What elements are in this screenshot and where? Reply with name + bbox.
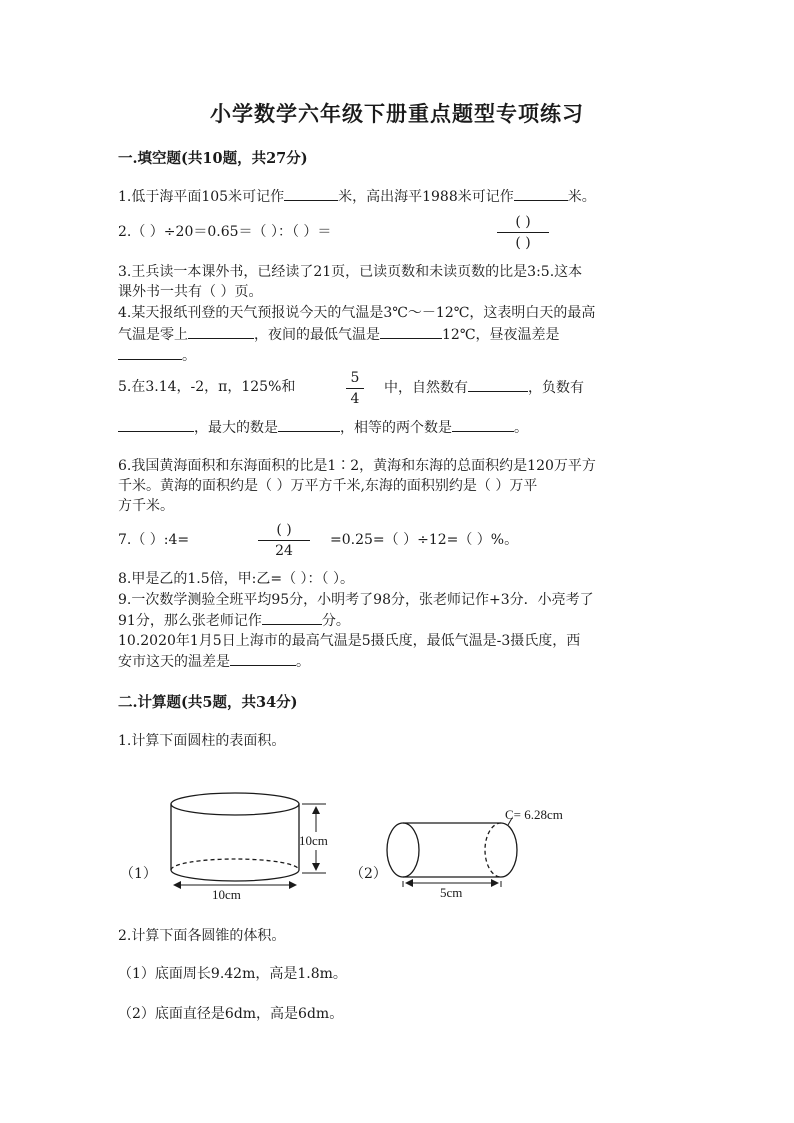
q7-fraction-denominator: 24: [275, 543, 293, 559]
figure-1-label: （1）: [120, 866, 157, 882]
figure-1-cylinder: [160, 788, 350, 903]
q5-fraction: [346, 370, 364, 407]
question-2: 2.（ ）÷20＝0.65＝（ ）：（ ）＝: [118, 224, 332, 240]
cylinder-right-back: [485, 823, 501, 877]
q1-text-a: 1.低于海平面105米可记作: [118, 189, 285, 205]
question-5-line-1-a: 5.在3.14，-2，π，125%和: [118, 379, 296, 395]
q7-fraction-numerator[interactable]: ( ): [276, 522, 292, 538]
q5-text-d: ，最大的数是: [194, 420, 278, 436]
figure-2-length-label: 5cm: [440, 885, 463, 900]
q5-blank-2[interactable]: [118, 417, 194, 432]
q4-text-b: ，夜间的最低气温是: [254, 327, 380, 343]
figure-2-circumference-label: C= 6.28cm: [505, 807, 563, 822]
figure-1-diameter-label: 10cm: [212, 887, 241, 902]
question-10-line-2: [118, 651, 310, 672]
cylinder-bottom-front: [171, 870, 299, 881]
q1-blank-1[interactable]: [284, 186, 338, 201]
q1-text-b: 米，高出海平1988米可记作: [338, 189, 514, 205]
q4-text-end: 。: [182, 348, 196, 364]
q10-text-b: 。: [296, 654, 310, 670]
question-4-line-3: [118, 345, 196, 366]
figure-2-label: （2）: [350, 866, 387, 882]
question-3-line-1: 3.王兵读一本课外书，已经读了21页，已读页数和未读页数的比是3:5.这本: [118, 264, 583, 280]
question-8: 8.甲是乙的1.5倍，甲:乙=（ ）：（ ）。: [118, 571, 354, 587]
q10-blank[interactable]: [230, 651, 296, 666]
q1-text-c: 米。: [567, 189, 596, 205]
question-9-line-2: [118, 610, 350, 631]
q5-fraction-bar: [346, 388, 364, 389]
q2-fraction-denominator[interactable]: ( ): [515, 235, 531, 251]
question-5-line-1-b: [384, 377, 584, 398]
q5-blank-1[interactable]: [468, 377, 528, 392]
q5-text-e: ，相等的两个数是: [340, 420, 452, 436]
q9-text-a: 91分，那么张老师记作: [118, 613, 262, 629]
q5-blank-3[interactable]: [278, 417, 340, 432]
question-7-b: =0.25=（ ）÷12=（ ）%。: [330, 532, 519, 548]
q4-text-a: 气温是零上: [118, 327, 188, 343]
question-10-line-1: 10.2020年1月5日上海市的最高气温是5摄氏度，最低气温是-3摄氏度，西: [118, 633, 581, 649]
q4-blank-2[interactable]: [380, 324, 442, 339]
q5-text-c: ，负数有: [528, 380, 584, 396]
cylinder-right-front: [501, 823, 517, 877]
calc-question-2-1: （1）底面周长9.42m，高是1.8m。: [118, 966, 347, 982]
calc-question-2-2: （2）底面直径是6dm，高是6dm。: [118, 1006, 344, 1022]
q4-blank-1[interactable]: [188, 324, 254, 339]
section-2-heading: 二.计算题(共5题，共34分): [118, 694, 298, 711]
question-4-line-1: 4.某天报纸刊登的天气预报说今天的气温是3℃～－12℃，这表明白天的最高: [118, 305, 596, 321]
q7-fraction: [258, 522, 310, 559]
question-5-line-2: [118, 417, 528, 438]
cylinder-left-ellipse: [387, 823, 419, 877]
q7-fraction-bar: [258, 540, 310, 541]
cylinder-bottom-back: [171, 859, 299, 870]
cylinder-top-ellipse: [171, 793, 299, 815]
question-3-line-2: 课外书一共有（ ）页。: [118, 284, 263, 300]
calc-question-2: 2.计算下面各圆锥的体积。: [118, 928, 286, 944]
page-title: 小学数学六年级下册重点题型专项练习: [210, 101, 584, 126]
question-4-line-2: [118, 324, 559, 345]
q2-fraction-bar: [497, 232, 549, 233]
figure-2-cylinder: [384, 800, 584, 900]
q5-text-f: 。: [514, 420, 528, 436]
q2-fraction: [497, 214, 549, 251]
question-6-line-1: 6.我国黄海面积和东海面积的比是1∶2，黄海和东海的总面积约是120万平方: [118, 458, 596, 474]
question-6-line-2: 千米。黄海的面积约是（ ）万平方千米,东海的面积别约是（ ）万平: [118, 478, 538, 494]
question-9-line-1: 9.一次数学测验全班平均95分，小明考了98分，张老师记作+3分．小亮考了: [118, 592, 594, 608]
q4-blank-3[interactable]: [118, 345, 182, 360]
question-7-a: 7.（ ）:4=: [118, 532, 190, 548]
q5-fraction-denominator: 4: [350, 391, 360, 407]
calc-question-1: 1.计算下面圆柱的表面积。: [118, 733, 286, 749]
q1-blank-2[interactable]: [514, 186, 568, 201]
q10-text-a: 安市这天的温差是: [118, 654, 230, 670]
question-6-line-3: 方千米。: [118, 498, 174, 514]
q4-text-c: 12℃，昼夜温差是: [442, 327, 560, 343]
q9-blank[interactable]: [262, 610, 322, 625]
q2-fraction-numerator[interactable]: ( ): [515, 214, 531, 230]
q5-fraction-numerator: 5: [350, 370, 360, 386]
question-1: [118, 186, 596, 207]
figure-1-height-label: 10cm: [299, 833, 328, 848]
q5-text-b: 中，自然数有: [384, 380, 468, 396]
section-1-heading: 一.填空题(共10题，共27分): [118, 150, 308, 167]
q9-text-b: 分。: [321, 613, 350, 629]
q5-blank-4[interactable]: [452, 417, 514, 432]
